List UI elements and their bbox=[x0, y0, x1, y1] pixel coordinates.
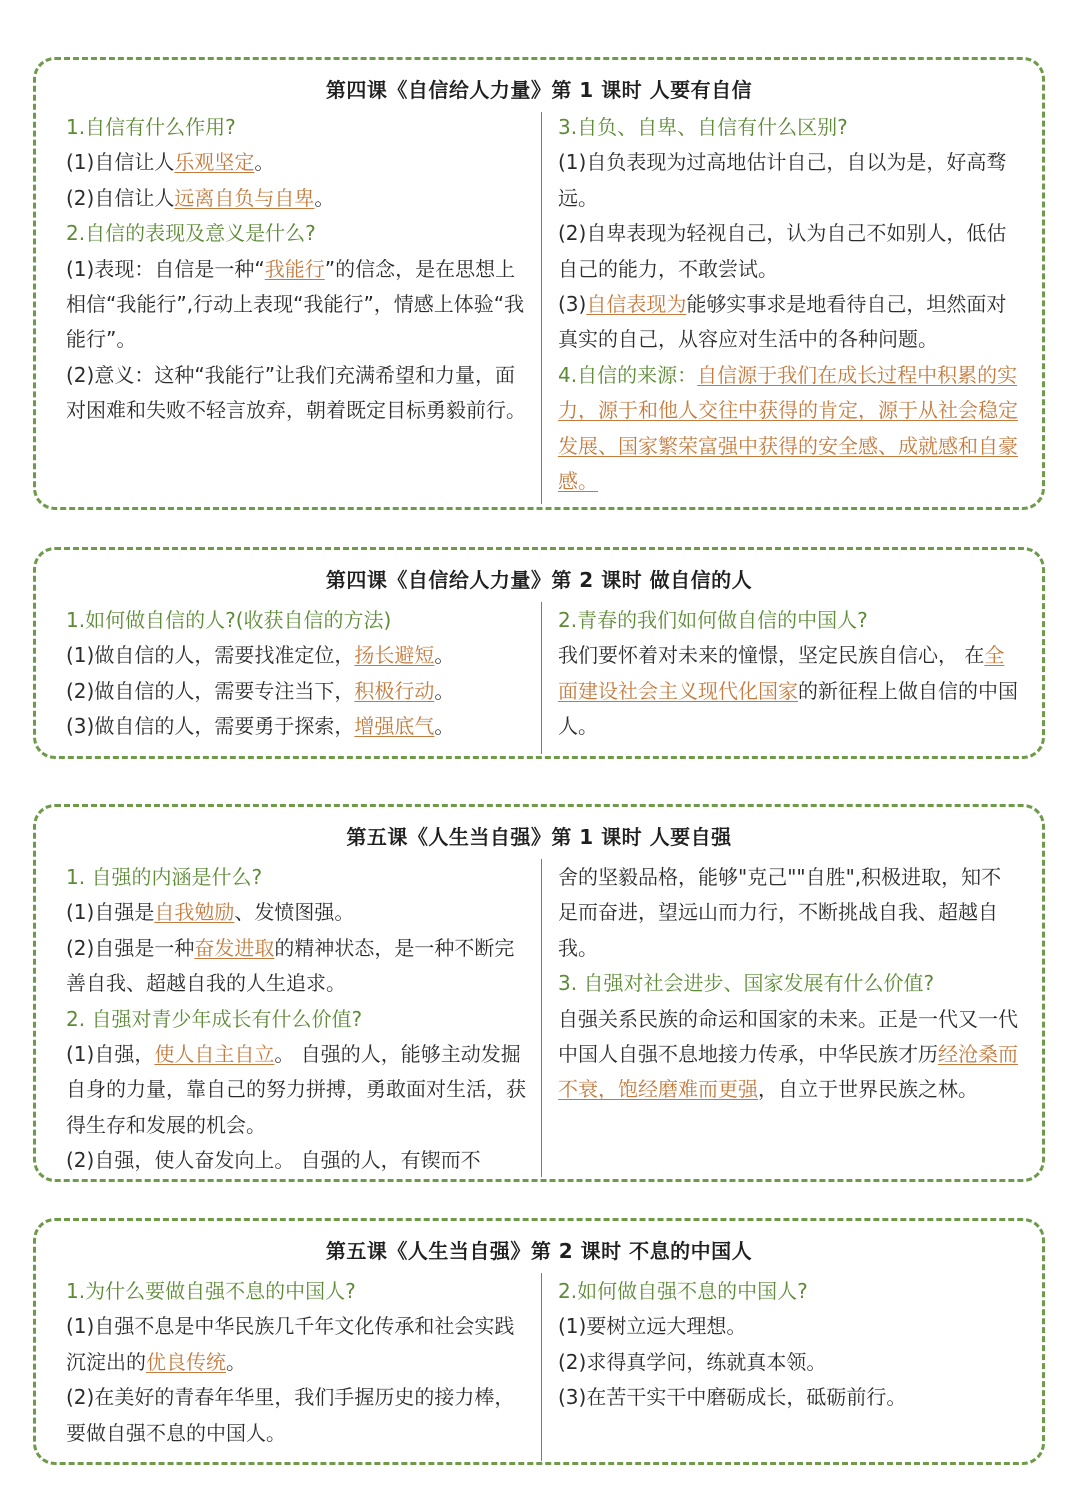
right-column bbox=[558, 860, 1018, 1108]
lesson5-part2-card bbox=[33, 1218, 1045, 1465]
left-column bbox=[66, 860, 528, 1179]
answer-paragraph: (2)自卑表现为轻视自己，认为自己不如别人，低估自己的能力，不敢尝试。 bbox=[558, 221, 1007, 281]
question-heading: 1.为什么要做自强不息的中国人? bbox=[66, 1279, 356, 1303]
key-phrase: 全面建设社会主义现代化国家 bbox=[558, 643, 1005, 703]
answer-paragraph: (1)自负表现为过高地估计自己，自以为是，好高骛远。 bbox=[558, 150, 1007, 210]
key-phrase: 积极行动 bbox=[354, 678, 435, 703]
key-phrase: 乐观坚定 bbox=[174, 150, 255, 175]
key-phrase: 自信源于我们在成长过程中积累的实力，源于和他人交往中获得的肯定，源于从社会稳定发展、国家繁荣富强中获得的安全感、成就感和自豪感。 bbox=[558, 362, 1018, 494]
answer-line: (1)要树立远大理想。 bbox=[558, 1314, 747, 1339]
card-title: 第五课《人生当自强》第 1 课时 人要自强 bbox=[346, 825, 732, 849]
key-phrase: 扬长避短 bbox=[354, 643, 435, 668]
answer-paragraph: (1)表现：自信是一种“我能行”的信念，是在思想上相信“我能行”,行动上表现“我能行”，情感上体验“我能行”。 bbox=[66, 256, 525, 352]
question-heading: 3. 自强对社会进步、国家发展有什么价值? bbox=[558, 971, 935, 996]
answer-paragraph: (1)自强，使人自主自立。 自强的人，能够主动发掘自身的力量，靠自己的努力拼搏，勇敢面对生活，获得生存和发展的机会。 bbox=[66, 1042, 526, 1137]
answer-paragraph: 我们要怀着对未来的憧憬，坚定民族自信心， 在全面建设社会主义现代化国家的新征程上做自信的中国人。 bbox=[558, 643, 1018, 739]
answer-line: (1)做自信的人，需要找准定位，扬长避短。 bbox=[66, 643, 455, 668]
question-heading: 1.自信有什么作用? bbox=[66, 115, 236, 139]
question-heading: 2. 自强对青少年成长有什么价值? bbox=[66, 1006, 363, 1031]
lesson4-part2-card bbox=[33, 547, 1045, 759]
question-heading: 1.如何做自信的人?(收获自信的方法) bbox=[66, 608, 392, 632]
column-divider bbox=[541, 1273, 542, 1461]
card-title: 第四课《自信给人力量》第 1 课时 人要有自信 bbox=[325, 78, 753, 102]
right-column bbox=[558, 110, 1018, 499]
answer-line: (3)做自信的人，需要勇于探索，增强底气。 bbox=[66, 714, 455, 739]
right-column bbox=[558, 1274, 1018, 1416]
right-column bbox=[558, 603, 1018, 745]
left-column bbox=[66, 110, 528, 429]
column-divider bbox=[541, 602, 542, 754]
key-phrase: 自我勉励 bbox=[154, 900, 235, 925]
answer-paragraph: 自强关系民族的命运和国家的未来。正是一代又一代中国人自强不息地接力传承，中华民族才历经沧桑而不衰，饱经磨难而更强，自立于世界民族之林。 bbox=[558, 1006, 1018, 1102]
column-divider bbox=[541, 859, 542, 1177]
question-heading: 2.青春的我们如何做自信的中国人? bbox=[558, 608, 868, 632]
key-phrase: 奋发进取 bbox=[194, 935, 275, 960]
key-phrase: 优良传统 bbox=[146, 1349, 226, 1374]
question-heading: 2.如何做自强不息的中国人? bbox=[558, 1279, 808, 1303]
answer-paragraph: (3)自信表现为能够实事求是地看待自己，坦然面对真实的自己，从容应对生活中的各种问题。 bbox=[558, 292, 1007, 352]
answer-paragraph: (2)意义：这种“我能行”让我们充满希望和力量，面对困难和失败不轻言放弃，朝着既定目标勇毅前行。 bbox=[66, 362, 526, 423]
answer-paragraph: 舍的坚毅品格，能够"克己""自胜",积极进取，知不足而奋进，望远山而力行，不断挑战自我、超越自我。 bbox=[558, 865, 1002, 960]
key-phrase: 使人自主自立 bbox=[154, 1042, 275, 1067]
lesson5-part1-card bbox=[33, 804, 1045, 1182]
answer-line: (2)求得真学问，练就真本领。 bbox=[558, 1349, 827, 1374]
question-heading: 4.自信的来源： bbox=[558, 362, 698, 387]
key-phrase: 我能行 bbox=[264, 256, 325, 281]
question-heading: 1. 自强的内涵是什么? bbox=[66, 865, 263, 889]
answer-paragraph: (2)自强是一种奋发进取的精神状态，是一种不断完善自我、超越自我的人生追求。 bbox=[66, 935, 515, 996]
key-phrase: 经沧桑而不衰，饱经磨难而更强 bbox=[558, 1042, 1018, 1102]
key-phrase: 增强底气 bbox=[354, 714, 435, 739]
card-title: 第五课《人生当自强》第 2 课时 不息的中国人 bbox=[325, 1239, 753, 1263]
card-title: 第四课《自信给人力量》第 2 课时 做自信的人 bbox=[325, 568, 753, 592]
answer-line: (2)自信让人远离自负与自卑。 bbox=[66, 185, 335, 210]
answer-line: (3)在苦干实干中磨砺成长，砥砺前行。 bbox=[558, 1385, 907, 1410]
column-divider bbox=[541, 112, 542, 504]
question-heading: 2.自信的表现及意义是什么? bbox=[66, 221, 316, 246]
key-phrase: 远离自负与自卑 bbox=[174, 185, 315, 210]
left-column bbox=[66, 1274, 528, 1451]
answer-paragraph: (2)在美好的青春年华里，我们手握历史的接力棒，要做自强不息的中国人。 bbox=[66, 1385, 515, 1445]
answer-paragraph: (2)自强，使人奋发向上。 自强的人，有锲而不 bbox=[66, 1148, 481, 1173]
answer-paragraph bbox=[558, 358, 1018, 500]
answer-line: (1)自信让人乐观坚定。 bbox=[66, 150, 275, 175]
answer-line: (1)自强是自我勉励、发愤图强。 bbox=[66, 900, 355, 925]
answer-paragraph: (1)自强不息是中华民族几千年文化传承和社会实践沉淀出的优良传统。 bbox=[66, 1314, 515, 1374]
answer-line: (2)做自信的人，需要专注当下，积极行动。 bbox=[66, 678, 455, 703]
lesson4-part1-card bbox=[33, 57, 1045, 510]
key-phrase: 自信表现为 bbox=[586, 292, 687, 317]
question-heading: 3.自负、自卑、自信有什么区别? bbox=[558, 115, 848, 139]
left-column bbox=[66, 603, 528, 745]
